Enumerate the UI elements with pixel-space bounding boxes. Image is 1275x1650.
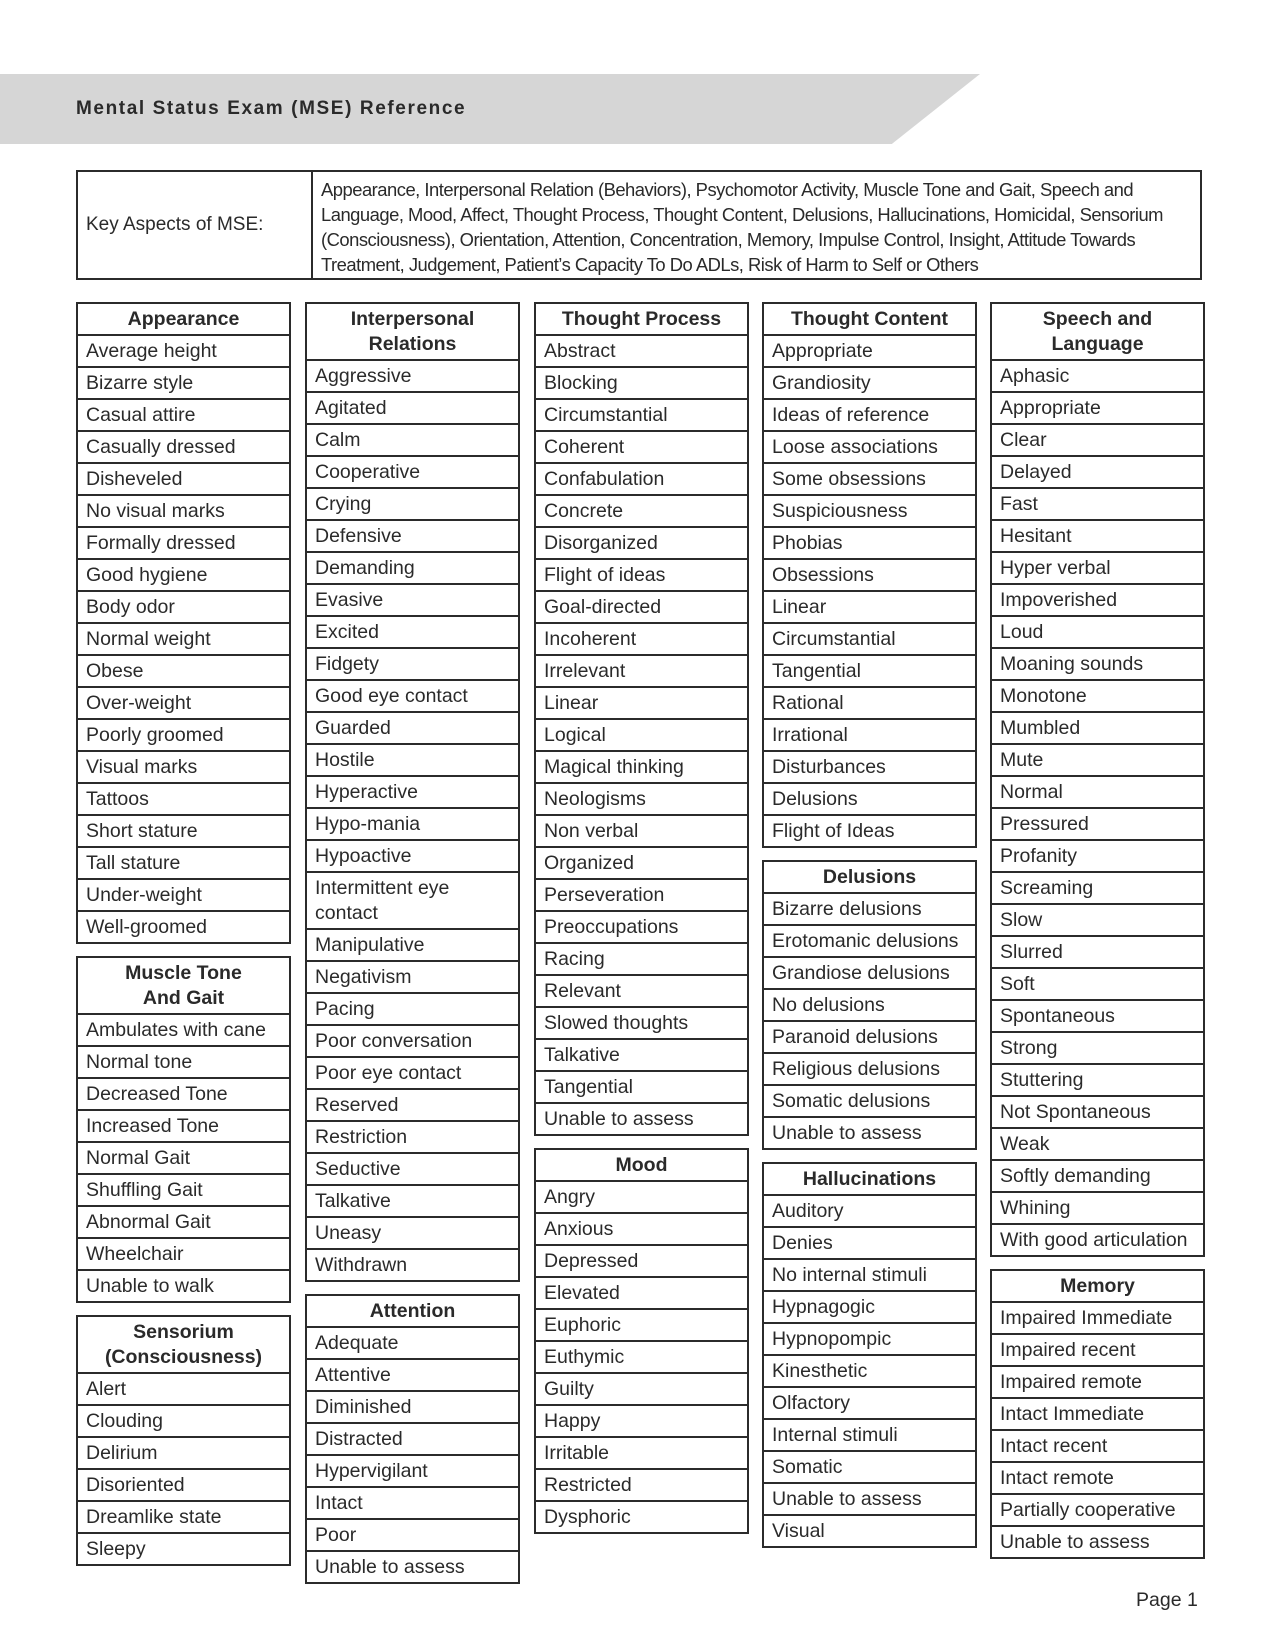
list-item: Abstract [536,336,747,368]
list-item: Goal-directed [536,592,747,624]
list-item: Hyperactive [307,777,518,809]
list-item: Poor conversation [307,1026,518,1058]
list-item: Circumstantial [536,400,747,432]
key-aspects-label: Key Aspects of MSE: [78,172,313,278]
list-item: Incoherent [536,624,747,656]
list-item: Confabulation [536,464,747,496]
list-item: Softly demanding [992,1161,1203,1193]
list-item: Intact remote [992,1463,1203,1495]
list-item: Tall stature [78,848,289,880]
list-item: Talkative [307,1186,518,1218]
list-item: Erotomanic delusions [764,926,975,958]
section-title: Appearance [78,304,289,336]
list-item: Clear [992,425,1203,457]
column-2 [305,302,520,1596]
column-4 [762,302,977,1560]
list-item: Normal [992,777,1203,809]
list-item: Talkative [536,1040,747,1072]
list-item: Good hygiene [78,560,289,592]
list-item: Fidgety [307,649,518,681]
list-item: Attentive [307,1360,518,1392]
list-item: Elevated [536,1278,747,1310]
mse-section-interpersonal-relations [305,302,520,1282]
list-item: Tattoos [78,784,289,816]
mse-section-hallucinations [762,1162,977,1548]
list-item: Poor [307,1520,518,1552]
mse-section-memory [990,1269,1205,1559]
list-item: Pressured [992,809,1203,841]
list-item: Bizarre style [78,368,289,400]
list-item: Disorganized [536,528,747,560]
list-item: Delusions [764,784,975,816]
section-title: Thought Process [536,304,747,336]
list-item: Some obsessions [764,464,975,496]
list-item: Defensive [307,521,518,553]
list-item: Over-weight [78,688,289,720]
list-item: Good eye contact [307,681,518,713]
list-item: Intact recent [992,1431,1203,1463]
mse-section-appearance [76,302,291,944]
list-item: Obsessions [764,560,975,592]
list-item: Angry [536,1182,747,1214]
list-item: Mute [992,745,1203,777]
section-title: Hallucinations [764,1164,975,1196]
mse-section-mood [534,1148,749,1534]
list-item: Denies [764,1228,975,1260]
list-item: Flight of Ideas [772,820,895,842]
list-item: Logical [536,720,747,752]
list-item: Impoverished [992,585,1203,617]
list-item: No internal stimuli [764,1260,975,1292]
list-item: Clouding [78,1406,289,1438]
list-item: Soft [992,969,1203,1001]
list-item: Appropriate [992,393,1203,425]
list-item: Grandiose delusions [764,958,975,990]
list-item: Hypo-mania [307,809,518,841]
list-item: Withdrawn [315,1254,408,1276]
list-item: Demanding [307,553,518,585]
list-item: Strong [992,1033,1203,1065]
list-item: Ideas of reference [764,400,975,432]
list-item: Mumbled [992,713,1203,745]
list-item: Preoccupations [536,912,747,944]
list-item: Impaired recent [992,1335,1203,1367]
list-item: Uneasy [307,1218,518,1250]
list-item: Partially cooperative [992,1495,1203,1527]
list-item: Unable to assess [1000,1531,1150,1553]
list-item: Grandiosity [764,368,975,400]
list-item: Sleepy [86,1538,146,1560]
list-item: Tangential [536,1072,747,1104]
section-title: Sensorium (Consciousness) [78,1317,289,1374]
list-item: Normal Gait [78,1143,289,1175]
list-item: Screaming [992,873,1203,905]
list-item: Unable to assess [764,1484,975,1516]
page-title: Mental Status Exam (MSE) Reference [76,98,467,119]
list-item: Spontaneous [992,1001,1203,1033]
list-item: Distracted [307,1424,518,1456]
mse-section-muscle-tone-and-gait [76,956,291,1303]
list-item: Happy [536,1406,747,1438]
list-item: Moaning sounds [992,649,1203,681]
list-item: Somatic delusions [764,1086,975,1118]
section-title: Speech and Language [992,304,1203,361]
list-item: Organized [536,848,747,880]
mse-section-sensorium-consciousness [76,1315,291,1566]
list-item: Stuttering [992,1065,1203,1097]
list-item: Slowed thoughts [536,1008,747,1040]
list-item: Irrelevant [536,656,747,688]
section-title: Memory [992,1271,1203,1303]
list-item: Fast [992,489,1203,521]
list-item: Hypnopompic [764,1324,975,1356]
list-item: Somatic [764,1452,975,1484]
list-item: Wheelchair [78,1239,289,1271]
list-item: Euphoric [536,1310,747,1342]
list-item: Monotone [992,681,1203,713]
list-item: Ambulates with cane [78,1015,289,1047]
list-item: Disheveled [78,464,289,496]
mse-section-thought-process [534,302,749,1136]
list-item: Adequate [307,1328,518,1360]
list-item: Olfactory [764,1388,975,1420]
list-item: Neologisms [536,784,747,816]
list-item: Slow [992,905,1203,937]
list-item: Internal stimuli [764,1420,975,1452]
list-item: Kinesthetic [764,1356,975,1388]
list-item: Rational [764,688,975,720]
list-item: Abnormal Gait [78,1207,289,1239]
list-item: Impaired Immediate [992,1303,1203,1335]
column-5 [990,302,1205,1571]
section-title: Mood [536,1150,747,1182]
list-item: Obese [78,656,289,688]
list-item: Poorly groomed [78,720,289,752]
section-title: Muscle Tone And Gait [78,958,289,1015]
list-item: Magical thinking [536,752,747,784]
list-item: Not Spontaneous [992,1097,1203,1129]
list-item: Linear [536,688,747,720]
list-item: Normal weight [78,624,289,656]
list-item: Disoriented [78,1470,289,1502]
list-item: Intact [307,1488,518,1520]
list-item: Under-weight [78,880,289,912]
list-item: Hypoactive [307,841,518,873]
list-item: Unable to assess [315,1556,465,1578]
list-item: Dysphoric [544,1506,631,1528]
list-item: Aphasic [992,361,1203,393]
mse-section-thought-content [762,302,977,848]
list-item: Reserved [307,1090,518,1122]
list-item: Flight of ideas [536,560,747,592]
list-item: Unable to assess [772,1122,922,1144]
list-item: Dreamlike state [78,1502,289,1534]
column-3 [534,302,749,1546]
list-item: Restricted [536,1470,747,1502]
list-item: Calm [307,425,518,457]
list-item: Appropriate [764,336,975,368]
list-item: Phobias [764,528,975,560]
list-item: Hypnagogic [764,1292,975,1324]
list-item: Average height [78,336,289,368]
list-item: Euthymic [536,1342,747,1374]
list-item: Tangential [764,656,975,688]
list-item: Excited [307,617,518,649]
list-item: Casually dressed [78,432,289,464]
list-item: Suspiciousness [764,496,975,528]
list-item: Casual attire [78,400,289,432]
list-item: Anxious [536,1214,747,1246]
list-item: Concrete [536,496,747,528]
list-item: Visual [772,1520,825,1542]
section-title: Delusions [764,862,975,894]
list-item: Short stature [78,816,289,848]
list-item: Auditory [764,1196,975,1228]
section-title: Attention [307,1296,518,1328]
list-item: Disturbances [764,752,975,784]
list-item: Cooperative [307,457,518,489]
list-item: Coherent [536,432,747,464]
list-item: Impaired remote [992,1367,1203,1399]
list-item: Delayed [992,457,1203,489]
list-item: Well-groomed [86,916,208,938]
list-item: Intermittent eye contact [307,873,518,930]
page-number: Page 1 [1136,1589,1198,1611]
list-item: Irrational [764,720,975,752]
list-item: Poor eye contact [307,1058,518,1090]
list-item: Linear [764,592,975,624]
list-item: Circumstantial [764,624,975,656]
list-item: Unable to assess [544,1108,694,1130]
list-item: Intact Immediate [992,1399,1203,1431]
list-item: Hypervigilant [307,1456,518,1488]
list-item: Religious delusions [764,1054,975,1086]
list-item: Manipulative [307,930,518,962]
list-item: Shuffling Gait [78,1175,289,1207]
list-item: Aggressive [307,361,518,393]
list-item: Seductive [307,1154,518,1186]
list-item: Agitated [307,393,518,425]
mse-section-speech-and-language [990,302,1205,1257]
list-item: Loose associations [764,432,975,464]
list-item: Slurred [992,937,1203,969]
list-item: Formally dressed [78,528,289,560]
list-item: Decreased Tone [78,1079,289,1111]
list-item: Hesitant [992,521,1203,553]
list-item: With good articulation [1000,1229,1188,1251]
column-1 [76,302,291,1578]
list-item: Perseveration [536,880,747,912]
list-item: Crying [307,489,518,521]
list-item: Pacing [307,994,518,1026]
list-item: Increased Tone [78,1111,289,1143]
list-item: Hostile [307,745,518,777]
list-item: Evasive [307,585,518,617]
list-item: Weak [992,1129,1203,1161]
list-item: Whining [992,1193,1203,1225]
list-item: Guarded [307,713,518,745]
list-item: Relevant [536,976,747,1008]
list-item: Alert [78,1374,289,1406]
list-item: Unable to walk [86,1275,214,1297]
section-title: Thought Content [764,304,975,336]
list-item: Paranoid delusions [764,1022,975,1054]
list-item: Negativism [307,962,518,994]
mse-section-delusions [762,860,977,1150]
list-item: Loud [992,617,1203,649]
list-item: Irritable [536,1438,747,1470]
list-item: Hyper verbal [992,553,1203,585]
list-item: Guilty [536,1374,747,1406]
list-item: Depressed [536,1246,747,1278]
list-item: Visual marks [78,752,289,784]
list-item: Diminished [307,1392,518,1424]
key-aspects-box [76,170,1202,280]
key-aspects-text: Appearance, Interpersonal Relation (Behaviors), Psychomotor Activity, Muscle Tone and Gait, Speech and Language, Mood, Affect, Thought Process, Thought Content, Delusions, Hallucinations, Homicidal, Sensorium (Consciousness), Orientation, Attention, Concentration, Memory, Impulse Control, Insight, Attitude Towards Treatment, Judgement, Patient’s Capacity To Do ADLs, Risk of Harm to Self or Others [321,179,1164,275]
section-title: Interpersonal Relations [307,304,518,361]
list-item: Normal tone [78,1047,289,1079]
list-item: No delusions [764,990,975,1022]
list-item: Restriction [307,1122,518,1154]
list-item: Bizarre delusions [764,894,975,926]
list-item: Delirium [78,1438,289,1470]
mse-section-attention [305,1294,520,1584]
list-item: No visual marks [78,496,289,528]
list-item: Blocking [536,368,747,400]
list-item: Profanity [992,841,1203,873]
list-item: Racing [536,944,747,976]
list-item: Non verbal [536,816,747,848]
list-item: Body odor [78,592,289,624]
